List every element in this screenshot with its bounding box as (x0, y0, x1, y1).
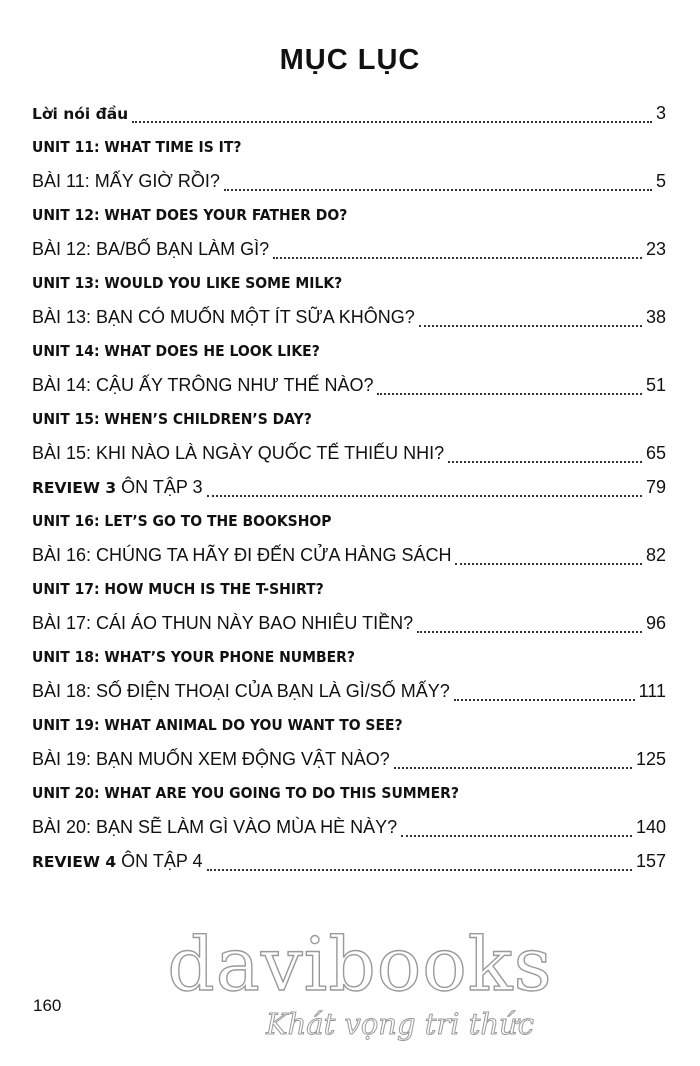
toc-entry[interactable] (32, 538, 666, 572)
toc-entry-text: BÀI 18: SỐ ĐIỆN THOẠI CỦA BẠN LÀ GÌ/SỐ MẤY? (32, 681, 450, 701)
toc-page-number: 140 (635, 817, 666, 837)
toc-dot-leader (207, 495, 642, 497)
publisher-watermark (150, 922, 570, 1041)
toc-entry-label (32, 674, 450, 708)
toc-entry-strong-label: REVIEW 3 (32, 479, 117, 497)
toc-unit-heading: UNIT 13: WOULD YOU LIKE SOME MILK? (32, 274, 343, 292)
toc-page-number: 96 (645, 613, 666, 633)
toc-entry-text: BÀI 19: BẠN MUỐN XEM ĐỘNG VẬT NÀO? (32, 749, 390, 769)
toc-entry-label (32, 742, 390, 776)
toc-entry[interactable] (32, 368, 666, 402)
toc-entry[interactable] (32, 436, 666, 470)
toc-unit-heading: UNIT 16: LET’S GO TO THE BOOKSHOP (32, 512, 332, 530)
table-of-contents (32, 96, 666, 878)
toc-page-number: 38 (645, 307, 666, 327)
toc-entry-strong-label: REVIEW 4 (32, 853, 117, 871)
toc-dot-leader (224, 189, 652, 191)
toc-entry[interactable] (32, 674, 666, 708)
watermark-brand: davibooks (167, 922, 553, 1008)
toc-entry-label (32, 232, 269, 266)
toc-dot-leader (401, 835, 632, 837)
toc-unit-heading: UNIT 18: WHAT’S YOUR PHONE NUMBER? (32, 648, 356, 666)
toc-entry[interactable] (32, 844, 666, 878)
toc-dot-leader (132, 121, 652, 123)
toc-entry-text: BÀI 12: BA/BỐ BẠN LÀM GÌ? (32, 239, 270, 259)
toc-entry[interactable] (32, 164, 666, 198)
toc-entry-text: ÔN TẬP 3 (116, 477, 203, 497)
toc-entry-label (32, 164, 220, 198)
toc-unit-heading: UNIT 17: HOW MUCH IS THE T-SHIRT? (32, 580, 324, 598)
toc-page-number: 3 (655, 103, 666, 123)
toc-unit-heading: UNIT 14: WHAT DOES HE LOOK LIKE? (32, 342, 320, 360)
toc-entry-text: BÀI 17: CÁI ÁO THUN NÀY BAO NHIÊU TIỀN? (32, 613, 414, 633)
page-number: 160 (33, 996, 62, 1015)
toc-page-number: 23 (645, 239, 666, 259)
toc-dot-leader (394, 767, 632, 769)
toc-unit-heading: UNIT 11: WHAT TIME IS IT? (32, 138, 242, 156)
toc-entry-label (32, 368, 373, 402)
toc-entry-label (32, 810, 397, 844)
toc-entry-text: BÀI 13: BẠN CÓ MUỐN MỘT ÍT SỮA KHÔNG? (32, 307, 415, 327)
toc-unit-heading: UNIT 19: WHAT ANIMAL DO YOU WANT TO SEE? (32, 716, 403, 734)
toc-unit-heading: UNIT 12: WHAT DOES YOUR FATHER DO? (32, 206, 348, 224)
toc-page-number: 125 (635, 749, 666, 769)
toc-entry[interactable] (32, 742, 666, 776)
toc-entry-label (32, 538, 451, 572)
toc-entry-label (32, 606, 413, 640)
toc-page-number: 65 (645, 443, 666, 463)
toc-dot-leader (454, 699, 635, 701)
toc-entry[interactable] (32, 300, 666, 334)
toc-page-number: 51 (645, 375, 666, 395)
toc-dot-leader (448, 461, 642, 463)
toc-entry-text: ÔN TẬP 4 (116, 851, 203, 871)
toc-entry-label (32, 470, 203, 505)
toc-page-number: 111 (638, 681, 666, 701)
toc-entry-text: BÀI 14: CẬU ẤY TRÔNG NHƯ THẾ NÀO? (32, 375, 374, 395)
toc-dot-leader (207, 869, 632, 871)
toc-dot-leader (455, 563, 641, 565)
toc-dot-leader (419, 325, 642, 327)
toc-page-number: 5 (655, 171, 666, 191)
toc-unit-heading: UNIT 15: WHEN’S CHILDREN’S DAY? (32, 410, 312, 428)
toc-entry[interactable] (32, 232, 666, 266)
toc-entry[interactable] (32, 810, 666, 844)
toc-entry-text: BÀI 15: KHI NÀO LÀ NGÀY QUỐC TẾ THIẾU NHI? (32, 443, 445, 463)
watermark-tagline: Khát vọng tri thức (265, 1007, 535, 1041)
toc-page-number: 82 (645, 545, 666, 565)
toc-entry-strong-label: Lời nói đầu (32, 105, 129, 123)
toc-entry-label (32, 436, 444, 470)
page-title: MỤC LỤC (279, 44, 421, 76)
toc-entry-text: BÀI 16: CHÚNG TA HÃY ĐI ĐẾN CỬA HÀNG SÁCH (32, 545, 452, 565)
toc-entry[interactable] (32, 606, 666, 640)
toc-entry-text: BÀI 11: MẤY GIỜ RỒI? (32, 171, 220, 191)
toc-unit-heading: UNIT 20: WHAT ARE YOU GOING TO DO THIS SUMMER? (32, 784, 459, 802)
toc-dot-leader (417, 631, 642, 633)
toc-entry[interactable] (32, 96, 666, 130)
toc-entry-text: BÀI 20: BẠN SẼ LÀM GÌ VÀO MÙA HÈ NÀY? (32, 817, 398, 837)
toc-page-number: 157 (635, 851, 666, 871)
toc-dot-leader (377, 393, 642, 395)
toc-entry-label (32, 844, 203, 879)
toc-entry-label (32, 96, 128, 131)
toc-entry-label (32, 300, 415, 334)
toc-page-number: 79 (645, 477, 666, 497)
toc-entry[interactable] (32, 470, 666, 504)
toc-dot-leader (273, 257, 642, 259)
